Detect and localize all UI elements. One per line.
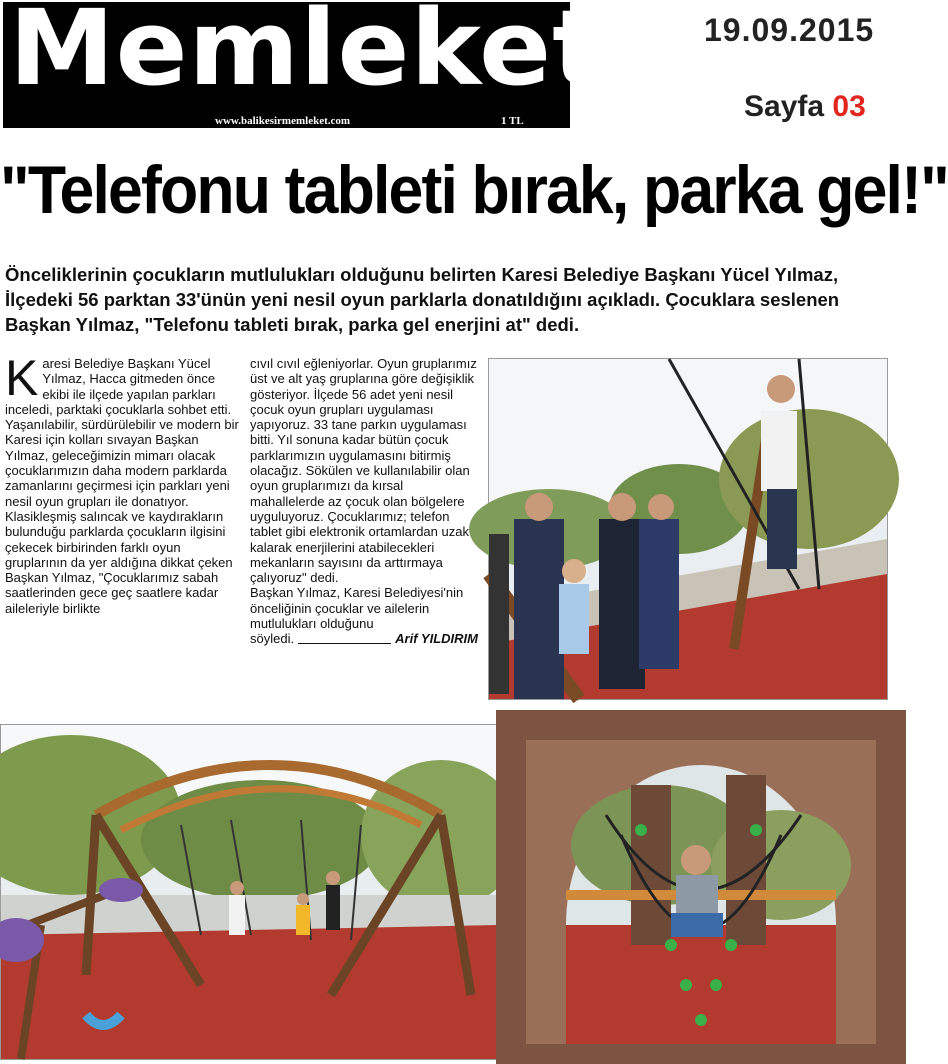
article-closing-word: söyledi. — [250, 631, 295, 647]
article-paragraph: Klasikleşmiş salıncak ve kaydırakların bulunduğu parklarda çocukların ilgisini çekecek birbirinden farklı oyun gruplarının da yer aldığına dikkat çeken Başkan Yılmaz, "Çocuklarımız sabah saatlerinden gece geç saatlere kadar aileleriyle birlikte — [5, 508, 233, 616]
headline: "Telefonu tableti bırak, parka gel!" — [0, 152, 948, 228]
page-number: 03 — [832, 90, 866, 123]
photo-child-climbing-frame — [510, 724, 892, 1060]
page-label: Sayfa — [744, 90, 825, 123]
masthead-url: www.balikesirmemleket.com — [215, 115, 351, 127]
article-paragraph: Yaşanılabilir, sürdürülebilir ve modern bir Karesi için kolları sıvayan Başkan Yılmaz, geleceğimizin mimarı olacak çocuklarımızın daha modern parklarda zamanlarını geçirmesi için parkları yeni nesil oyun grupları ile donatıyor. — [5, 417, 239, 509]
masthead-price: 1 TL — [501, 115, 524, 127]
lead-paragraph: Önceliklerinin çocukların mutlulukları olduğunu belirten Karesi Belediye Başkanı Yücel Yılmaz, İlçedeki 56 parktan 33'ünün yeni nesil oyun parklarla donatıldığını açıkladı. Çocuklara seslenen Başkan Yılmaz, "Telefonu tableti bırak, parka gel enerjini at" dedi. — [5, 264, 840, 335]
masthead-title: Memleket — [9, 0, 604, 109]
article-paragraph: Başkan Yılmaz, Karesi Belediyesi'nin önceliğinin çocuklar ve ailelerin mutlulukları olduğunu — [250, 585, 464, 632]
masthead — [3, 0, 604, 128]
byline-rule — [298, 643, 391, 644]
issue-date: 19.09.2015 — [704, 12, 875, 48]
article-paragraph: cıvıl cıvıl eğleniyorlar. Oyun gruplarımız üst ve alt yaş gruplarına göre değişiklik gösteriyor. İlçede 56 adet yeni nesil çocuk oyun grupları uygulaması yapıyoruz. 33 tane parkın uygulaması bitti. Yıl sonuna kadar bütün çocuk parklarımızın uygulamasını bitirmiş olacağız. Sökülen ve kullanılabilir olan oyun gruplarımızı da kırsal mahallelerde az çocuk olan bölgelere uyguluyoruz. Çocuklarımız; telefon tablet gibi elektronik ortamlardan uzak kalarak enerjilerini atabilecekleri mekanların sayısını da arttırmaya çalıyoruz" dedi. — [250, 356, 477, 586]
byline-row — [250, 631, 478, 646]
photo-officials-at-park — [488, 358, 888, 700]
article-column-2 — [250, 356, 478, 647]
article-paragraph: Karesi Belediye Başkanı Yücel Yılmaz, Hacca gitmeden önce ekibi ile ilçede yapılan parkları inceledi, parktaki çocuklarla sohbet etti. — [5, 350, 232, 417]
page-indicator — [744, 90, 866, 124]
dropcap: K — [5, 350, 39, 406]
article-column-1 — [5, 350, 241, 616]
byline: Arif YILDIRIM — [395, 631, 478, 647]
photo-swing-set — [0, 724, 499, 1060]
